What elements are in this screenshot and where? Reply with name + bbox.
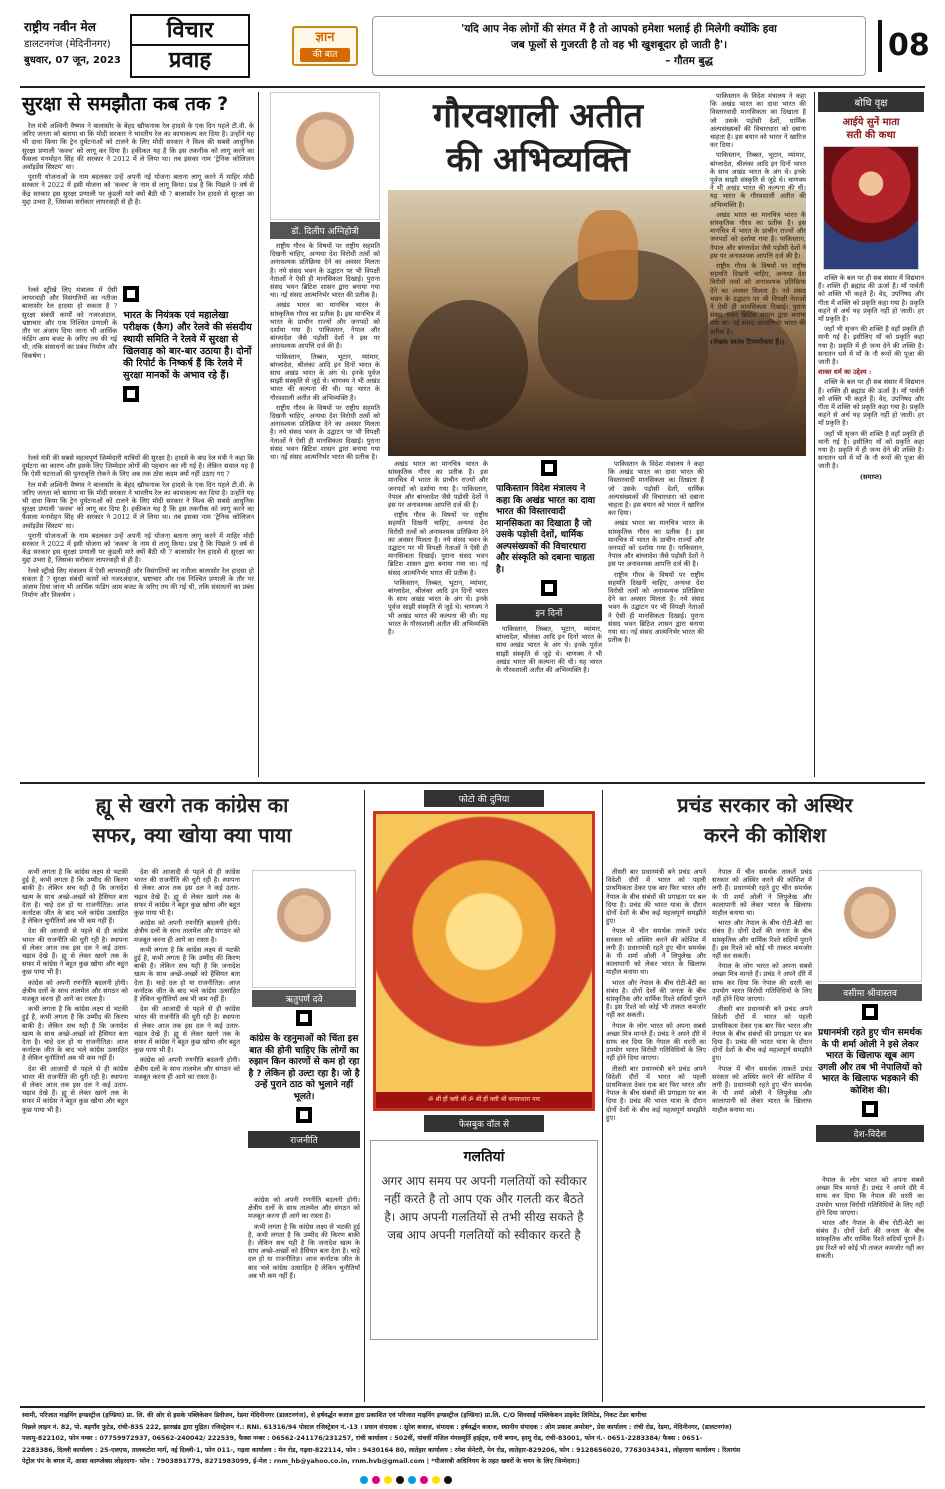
section-label-world: देश-विदेश	[816, 1125, 924, 1142]
masthead-rule	[20, 86, 925, 88]
article-glorious-headline-line2: की अभिव्यक्ति	[446, 140, 630, 180]
mistakes-text: अगर आप समय पर अपनी गलतियों को स्वीकार नहीं करते है तो आप एक और गलती कर बैठते है। आप अपनी गलतियों से तभी सीख सकते है जब आप अपनी गलतियों को स्वीकार करते है	[381, 1174, 587, 1242]
article-prachand	[606, 790, 924, 850]
column-rule	[602, 790, 603, 1402]
section-label-in-dino: इन दिनों	[496, 604, 602, 621]
article-congress-para: कभी लगता है कि कांग्रेस लक्ष्य से भटकी हुई है, कभी लगता है कि उम्मीद की किरण बाकी है। लेकिन सच यही है कि जनादेश खत्म के साथ अच्छे-अच्छों को हैसियत बता देता है। चाहे दल हो या राजनीतिज्ञ। आज कर्नाटक जीत के बाद भले कांग्रेस उत्साहित है लेकिन चुनौतियाँ अब भी कम नहीं हैं।	[134, 945, 240, 1004]
quote-square-icon	[541, 580, 557, 596]
article-security-body-top	[22, 122, 254, 282]
article-congress-para: कभी लगता है कि कांग्रेस लक्ष्य से भटकी हुई है, कभी लगता है कि उम्मीद की किरण बाकी है। लेकिन सच यही है कि जनादेश खत्म के साथ अच्छे-अच्छों को हैसियत बता देता है। चाहे दल हो या राजनीतिज्ञ। आज कर्नाटक जीत के बाद भले कांग्रेस उत्साहित है लेकिन चुनौतियाँ अब भी कम नहीं हैं।	[22, 868, 128, 926]
article-prachand-pullquote-text: प्रधानमंत्री रहते हुए चीन समर्थक के पी शर्मा ओली ने इसे लेकर भारत के खिलाफ खूब आग उगली और तब भी नेपालियों को भारत के खिलाफ भड़काने की कोशिश की।	[818, 1028, 922, 1096]
article-security-para: पुरानी योजनाओं के नाम बदलकर उन्हें अपनी नई योजना बताना लागू करने में माहिर मोदी सरकार ने 2022 में इसी योजना को 'कवच' के नाम से लागू किया। प्रश्न है कि पिछले 9 वर्ष से केंद्र सरकार इस सुरक्षा प्रणाली पर कुंडली मारे क्यों बैठी थी ? बालासोर रेल हादसे से सुरक्षा का मुद्दा उभरा है, जिसका सरोकार लापरवाही से ही है।	[22, 531, 254, 565]
photo-world-box	[370, 790, 598, 1402]
photo-world-label: फोटो की दुनिया	[424, 790, 544, 807]
article-security-body-left	[22, 286, 117, 448]
article-prachand-para: भारत और नेपाल के बीच रोटी-बेटी का संबंध है। दोनों देशों की जनता के बीच सांस्कृतिक और धार्मिक रिश्ते सदियों पुराने हैं। इस रिश्ते को कोई भी ताकत कमजोर नहीं कर सकती।	[712, 919, 812, 961]
article-glorious-para: अखंड भारत का मानचित्र भारत के सांस्कृतिक गौरव का प्रतीक है। इस मानचित्र में भारत के प्राचीन राज्यों और जनपदों को दर्शाया गया है। पाकिस्तान, नेपाल और बांग्लादेश जैसे पड़ोसी देशों ने इस पर अनावश्यक आपत्ति दर्ज की है।	[608, 519, 704, 569]
article-security-para: पुरानी योजनाओं के नाम बदलकर उन्हें अपनी नई योजना बताना लागू करने में माहिर मोदी सरकार ने 2022 में इसी योजना को 'कवच' के नाम से लागू किया। प्रश्न है कि पिछले 9 वर्ष से केंद्र सरकार इस सुरक्षा प्रणाली पर कुंडली मारे क्यों बैठी थी ? बालासोर रेल हादसे से सुरक्षा का मुद्दा उभरा है, जिसका सरोकार लापरवाही से ही है।	[22, 173, 254, 206]
article-congress-col2	[134, 868, 240, 1398]
article-glorious-para: पाकिस्तान, तिब्बत, भूटान, म्यांमार, बांग्लादेश, श्रीलंका आदि इन दिनों भारत के साथ अखंड भारत के अंग थे। इनके पूर्वज साझी संस्कृति से जुड़े थे। चाणक्य ने भी अखंड भारत की कल्पना की थी। यह भारत के गौरवशाली अतीत की अभिव्यक्ति है।	[270, 352, 380, 402]
article-security-headline: सुरक्षा से समझौता कब तक ?	[22, 93, 229, 115]
article-prachand-col2	[712, 868, 812, 1398]
article-congress-para: देश की आजादी से पहले से ही कांग्रेस भारत की राजनीति की धुरी रही है। स्थापना से लेकर आज तक इस दल ने कई उतार-चढ़ाव देखे हैं। ह्यू से लेकर खरगे तक के सफर में कांग्रेस ने बहुत कुछ खोया और बहुत कुछ पाया भी है।	[134, 1005, 240, 1055]
section-title-line1: विचार	[132, 16, 248, 46]
reg-dot	[432, 1476, 440, 1484]
city: डालटनगंज (मेदिनीनगर)	[24, 39, 111, 50]
article-glorious-para: पाकिस्तान, तिब्बत, भूटान, म्यांमार, बांग्लादेश, श्रीलंका आदि इन दिनों भारत के साथ अखंड भारत के अंग थे। इनके पूर्वज साझी संस्कृति से जुड़े थे। चाणक्य ने भी अखंड भारत की कल्पना की थी। यह भारत के गौरवशाली अतीत की अभिव्यक्ति है।	[496, 625, 602, 675]
article-congress-pullquote	[248, 1010, 360, 1148]
sidebar-label: बोधि वृक्ष	[818, 92, 924, 112]
sidebar-para: जहाँ भी सृजन की शक्ति है वहाँ प्रकृति ही मानी गई है। इसीलिए माँ को प्रकृति कहा गया है। प्रकृति में ही जन्म देने की शक्ति है। सनातन धर्म में माँ के नौ रूपों की पूजा की जाती है।	[818, 325, 924, 367]
reg-dot	[372, 1476, 380, 1484]
author-photo-dilip	[270, 92, 380, 220]
article-security-para: रेल मंत्री अश्विनी वैष्णव ने बालासोर के बेहद खौफनाक रेल हादसे के एक दिन पहले टी.वी. के जरिए जनता को बताया था कि मोदी सरकार ने भारतीय रेल का कायाकल्प कर दिया है। उन्होंने यह भी दावा किया कि ट्रेन दुर्घटनाओं को टालने के लिए मोदी सरकार ने विश्व की सबसे आधुनिक सुरक्षा प्रणाली 'कवच' को लागू कर दिया है। हकीकत यह है कि इस तकनीक को लागू करने का फैसला मनमोहन सिंह की सरकार ने 2012 में ले लिया था। तब इसका नाम 'ट्रेनिक कोलिजन अवॉइडेंस सिस्टम' था।	[22, 480, 254, 530]
gyan-logo	[292, 26, 358, 66]
article-glorious-col1	[270, 242, 380, 777]
article-congress-para: कभी लगता है कि कांग्रेस लक्ष्य से भटकी हुई है, कभी लगता है कि उम्मीद की किरण बाकी है। लेकिन सच यही है कि जनादेश खत्म के साथ अच्छे-अच्छों को हैसियत बता देता है। चाहे दल हो या राजनीतिज्ञ। आज कर्नाटक जीत के बाद भले कांग्रेस उत्साहित है लेकिन चुनौतियाँ अब भी कम नहीं हैं।	[248, 1222, 360, 1280]
date: बुधवार, 07 जून, 2023	[24, 55, 121, 66]
article-security-para: रेलवे स्ट्रीखे लिए मंत्रालय में ऐसी लापरवाही और विसंगतियों का नतीजा बालासोर रेल हादसा हो सकता है ? सुरक्षा संबंधी कार्यों को नजरअंदाज, भ्रष्टाचार और एक निश्चित प्रणाली के तौर पर अंजाम दिया जाना भी आर्थिक फंडिंग आम बजट के जरिए तय की गई थी, तकि संसाधनों का प्रबंध निर्माण और विकर्षण ।	[22, 566, 254, 600]
article-prachand-headline-line2: करने की कोशिश	[703, 823, 827, 847]
page-number-text: 08	[888, 28, 930, 63]
article-security-pullquote	[123, 286, 254, 448]
article-congress-para: कांग्रेस को अपनी रणनीति बदलनी होगी। क्षेत्रीय दलों के साथ तालमेल और संगठन को मजबूत करना ही आगे का रास्ता है।	[248, 1196, 360, 1221]
painting-rider-shape	[578, 210, 638, 300]
article-prachand-para: भारत और नेपाल के बीच रोटी-बेटी का संबंध है। दोनों देशों की जनता के बीच सांस्कृतिक और धार्मिक रिश्ते सदियों पुराने हैं। इस रिश्ते को कोई भी ताकत कमजोर नहीं कर सकती।	[816, 1219, 924, 1260]
article-glorious-para: अखंड भारत का मानचित्र भारत के सांस्कृतिक गौरव का प्रतीक है। इस मानचित्र में भारत के प्राचीन राज्यों और जनपदों को दर्शाया गया है। पाकिस्तान, नेपाल और बांग्लादेश जैसे पड़ोसी देशों ने इस पर अनावश्यक आपत्ति दर्ज की है।	[270, 301, 380, 351]
quote-square-icon	[296, 1010, 312, 1026]
article-glorious-headline	[390, 94, 686, 182]
masthead	[0, 0, 945, 88]
gyan-logo-line1: ज्ञान	[315, 30, 335, 45]
article-security-para: रेलवे मंत्री की सबसे महत्वपूर्ण जिम्मेदारी यात्रियों की सुरक्षा है। हादसे के बाद रेल मंत्री ने कहा कि दुर्घटना का कारण और इसके लिए जिम्मेदार लोगों की पहचान कर ली गई है। लेकिन सवाल यह है कि ऐसी घटनाओं की पुनरावृत्ति रोकने के लिए अब तक ठोस कदम क्यों नहीं उठाए गए ?	[22, 454, 254, 479]
kanakdhara-strip-text: ॐ श्रीं हीं क्लीं श्रीं ॐ श्रीं हीं क्लीं श्रीं कनकधारा नमः	[427, 1096, 541, 1103]
quote-square-icon	[123, 286, 139, 302]
article-glorious-col4	[608, 460, 704, 777]
quote-square-icon	[541, 460, 557, 476]
mistakes-title: गलतियां	[463, 1149, 505, 1165]
article-congress-para: कांग्रेस को अपनी रणनीति बदलनी होगी। क्षेत्रीय दलों के साथ तालमेल और संगठन को मजबूत करना ही आगे का रास्ता है।	[134, 919, 240, 944]
column-rule	[258, 92, 259, 777]
column-rule	[814, 92, 815, 777]
article-glorious-col2	[388, 460, 488, 777]
article-prachand-col1	[606, 868, 706, 1398]
kanakdhara-image	[373, 811, 595, 1111]
article-glorious-para: राष्ट्रीय गौरव के विषयों पर राष्ट्रीय सहमति दिखनी चाहिए, अन्यथा देश विरोधी तत्वों को अनावश्यक प्रतिक्रिया देने का अवसर मिलता है। नये संसद भवन के उद्घाटन पर भी विपक्षी नेताओं ने ऐसी ही मानसिकता दिखाई। पुराना संसद भवन ब्रिटिश शासन द्वारा बनाया गया था। नई संसद आत्मनिर्भर भारत की प्रतीक है।	[710, 262, 806, 336]
article-security-body-bottom	[22, 454, 254, 784]
footer-imprint	[22, 1410, 924, 1472]
article-glorious-para: राष्ट्रीय गौरव के विषयों पर राष्ट्रीय सहमति दिखनी चाहिए, अन्यथा देश विरोधी तत्वों को अनावश्यक प्रतिक्रिया देने का अवसर मिलता है। नये संसद भवन के उद्घाटन पर भी विपक्षी नेताओं ने ऐसी ही मानसिकता दिखाई। पुराना संसद भवन ब्रिटिश शासन द्वारा बनाया गया था। नई संसद आत्मनिर्भर भारत की प्रतीक है।	[270, 403, 380, 462]
article-glorious-para: पाकिस्तान के विदेश मंत्रालय ने कहा कि अखंड भारत का दावा भारत की विस्तारवादी मानसिकता का दिखाता है जो उसके पड़ोसी देशों, धार्मिक अल्पसंख्यकों की विचारधारा को दबाना चाहता है। इस बयान को भारत ने खारिज कर दिया।	[608, 460, 704, 518]
sidebar-para: जहाँ भी सृजन की शक्ति है वहाँ प्रकृति ही मानी गई है। इसीलिए माँ को प्रकृति कहा गया है। प्रकृति में ही जन्म देने की शक्ति है। सनातन धर्म में माँ के नौ रूपों की पूजा की जाती है।	[818, 429, 924, 471]
footer-line: पलामू-822102, फोन नम्बर : 07759972937, 06562-240042/ 222539, फैक्स नम्बर : 06562-241176/231257, रांची कार्यालय : 502वीं, पांचवीं मंजिल मंगलमूर्ति हाईट्स, रानी बगान, हरमू रोड, रांची-83001, फोन नं.- 0651-2283384/ फैक्स : 0651-	[22, 1435, 703, 1442]
article-glorious-para: राष्ट्रीय गौरव के विषयों पर राष्ट्रीय सहमति दिखनी चाहिए, अन्यथा देश विरोधी तत्वों को अनावश्यक प्रतिक्रिया देने का अवसर मिलता है। नये संसद भवन के उद्घाटन पर भी विपक्षी नेताओं ने ऐसी ही मानसिकता दिखाई। पुराना संसद भवन ब्रिटिश शासन द्वारा बनाया गया था। नई संसद आत्मनिर्भर भारत की प्रतीक है।	[608, 570, 704, 645]
article-glorious-past	[262, 92, 810, 777]
article-congress-col1	[22, 868, 128, 1398]
author-name-dilip: डॉ. दिलीप अग्निहोत्री	[270, 222, 380, 239]
sidebar-headline-line1: आईये सुनें माता	[842, 117, 900, 128]
quote-square-icon	[123, 386, 139, 402]
reg-dot	[360, 1476, 368, 1484]
article-security-para: रेलवे स्ट्रीखे लिए मंत्रालय में ऐसी लापरवाही और विसंगतियों का नतीजा बालासोर रेल हादसा हो सकता है ? सुरक्षा संबंधी कार्यों को नजरअंदाज, भ्रष्टाचार और एक निश्चित प्रणाली के तौर पर अंजाम दिया जाना भी आर्थिक फंडिंग आम बजट के जरिए तय की गई थी, तकि संसाधनों का प्रबंध निर्माण और विकर्षण ।	[22, 286, 118, 360]
quote-line1: 'यदि आप नेक लोगों की संगत में है तो आपको हमेशा भलाई ही मिलेगी क्योंकि हवा	[461, 23, 777, 35]
gyan-logo-line2: की बात	[300, 48, 350, 62]
article-prachand-para: तीसरी बार प्रधानमंत्री बने प्रचंड अपने विदेशी दौरों में भारत को पहली प्राथमिकता देकर एक बार फिर भारत और नेपाल के बीच संबंधों की प्रगाढ़ता पर बल दिया है। प्रचंड की भारत यात्रा के दौरान दोनों देशों के बीच कई महत्वपूर्ण समझौते हुए।	[606, 868, 706, 926]
article-glorious-pullquote-text: पाकिस्तान विदेश मंत्रालय ने कहा कि अखंड भारत का दावा भारत की विस्तारवादी मानसिकता का दिखाता है जो उसके पड़ोसी देशों, धार्मिक अल्पसंख्यकों की विचारधारा और संस्कृति को दबाना चाहता है।	[496, 484, 596, 575]
quote-box	[372, 16, 866, 76]
sidebar-subheadline: शाक्त धर्म का उद्देश्य :	[818, 368, 872, 377]
article-glorious-para: पाकिस्तान के विदेश मंत्रालय ने कहा कि अखंड भारत का दावा भारत की विस्तारवादी मानसिकता का दिखाता है जो उसके पड़ोसी देशों, धार्मिक अल्पसंख्यकों की विचारधारा को दबाना चाहता है। इस बयान को भारत ने खारिज कर दिया।	[710, 92, 806, 150]
paper-name: राष्ट्रीय नवीन मेल	[24, 20, 96, 34]
section-title-line2: प्रवाह	[168, 48, 212, 73]
sidebar-endnote: (समाप्त)	[859, 472, 883, 481]
article-congress-pullquote-text: कांग्रेस के रहनुमाओं को चिंता इस बात की होनी चाहिए कि लोगों का रुझान किन कारणों से कम हो रहा है ? लेकिन हो उल्टा रहा है। जो है उन्हें पुराने ठाठ को भुलाने नहीं भूलते।	[248, 1034, 360, 1102]
author-name-vasima: वसीमा श्रीवास्तव	[818, 984, 922, 1001]
footer-line: पेट्रोल पंप के बगल में, आशा काम्प्लेक्स लोहरदगा- फोन : 7903891779, 8271983099, ई-मेल : rnm_hb@yahoo.co.in, rnm.hvb@gmail.com | *पीआरबी अधिनियम के तहत खबरों के चयन के लिए जिम्मेदार।)	[22, 1458, 580, 1465]
page-number	[878, 20, 930, 72]
article-glorious-col5	[710, 92, 806, 777]
article-glorious-para: पाकिस्तान, तिब्बत, भूटान, म्यांमार, बांग्लादेश, श्रीलंका आदि इन दिनों भारत के साथ अखंड भारत के अंग थे। इनके पूर्वज साझी संस्कृति से जुड़े थे। चाणक्य ने भी अखंड भारत की कल्पना की थी। यह भारत के गौरवशाली अतीत की अभिव्यक्ति है।	[710, 151, 806, 209]
article-security-pullquote-text: भारत के नियंत्रक एवं महालेखा परीक्षक (कैग) और रेलवे की संसदीय स्थायी समिति ने रेलवे में सुरक्षा से खिलवाड़ को बार-बार उठाया है। दोनों की रिपोर्ट के निष्कर्ष हैं कि रेलवे में सुरक्षा मानकों के अभाव रहे हैं।	[123, 310, 252, 381]
reg-dot	[384, 1476, 392, 1484]
quote-line2: जब फूलों से गुजरती है तो वह भी खुशबूदार हो जाती है'।	[510, 39, 728, 51]
footer-line: 2283386, दिल्ली कार्यालय : 25-एलएफ, तालकटोरा मार्ग, नई दिल्ली-1, फोन 011-, गढ़वा कार्यालय : मेन रोड, गढ़वा-822114, फोन : 9430164 80, लातेहार कार्यालय : रमेश सेनेटरी, मेन रोड, लातेहार-829206, फोन : 9128656020, 7763034341, लोहरदगा कार्यालय : रिलायंस	[22, 1446, 741, 1454]
reg-dot	[408, 1476, 416, 1484]
footer-line: पिछ्ले लाइन नं. 82, पो. बड़गाँव फुटेड, रांची-835 222, झारखंड द्वारा मुद्रित। रजिस्ट्रेशन नं.: RNI. 61316/94 पोस्टल रजिस्ट्रेशन नं.-13 । प्रधान संपादक : सुरेश बजाज, संपादक : हर्षवर्द्धन बजाज, स्थानीय संपादक : ओम प्रकाश अमरेश*, प्रेस कार्यालय : रांची रोड, रेडमा, मेदिनीनगर, (डालटनगंज)	[22, 1423, 732, 1431]
article-prachand-headline	[606, 790, 924, 850]
reg-dot	[420, 1476, 428, 1484]
article-glorious-para: राष्ट्रीय गौरव के विषयों पर राष्ट्रीय सहमति दिखनी चाहिए, अन्यथा देश विरोधी तत्वों को अनावश्यक प्रतिक्रिया देने का अवसर मिलता है। नये संसद भवन के उद्घाटन पर भी विपक्षी नेताओं ने ऐसी ही मानसिकता दिखाई। पुराना संसद भवन ब्रिटिश शासन द्वारा बनाया गया था। नई संसद आत्मनिर्भर भारत की प्रतीक है।	[270, 242, 380, 300]
author-photo-rituparn	[252, 870, 356, 988]
sidebar-para: शक्ति के बल पर ही सब संसार में विद्यमान हैं। शक्ति ही ब्रह्मांड की ऊर्जा है। माँ पार्वती को शक्ति भी कहते हैं। वेद, उपनिषद और गीता में शक्ति को प्रकृति कहा गया है। प्रकृति कहने से अर्थ यह प्रकृति नहीं हो जाती। हर माँ प्रकृति है।	[818, 378, 924, 428]
reg-dot	[444, 1476, 452, 1484]
article-prachand-para: नेपाल में चीन समर्थक ताकतें प्रचंड सरकार को अस्थिर करने की कोशिश में लगी हैं। प्रधानमंत्री रहते हुए चीन समर्थक के पी शर्मा ओली ने लिपुलेख और कालापानी को लेकर भारत के खिलाफ माहौल बनाया था।	[712, 1064, 812, 1114]
painting-horse-shape	[408, 300, 528, 430]
article-congress-para: कांग्रेस को अपनी रणनीति बदलनी होगी। क्षेत्रीय दलों के साथ तालमेल और संगठन को मजबूत करना ही आगे का रास्ता है।	[22, 978, 128, 1004]
article-security-para: रेल मंत्री अश्विनी वैष्णव ने बालासोर के बेहद खौफनाक रेल हादसे के एक दिन पहले टी.वी. के जरिए जनता को बताया था कि मोदी सरकार ने भारतीय रेल का कायाकल्प कर दिया है। उन्होंने यह भी दावा किया कि ट्रेन दुर्घटनाओं को टालने के लिए मोदी सरकार ने विश्व की सबसे आधुनिक सुरक्षा प्रणाली 'कवच' को लागू कर दिया है। हकीकत यह है कि इस तकनीक को लागू करने का फैसला मनमोहन सिंह की सरकार ने 2012 में ले लिया था। तब इसका नाम 'ट्रेनिक कोलिजन अवॉइडेंस सिस्टम' था।	[22, 122, 254, 172]
color-registration-bar	[360, 1476, 580, 1484]
sidebar-bodhi	[818, 92, 924, 777]
article-glorious-endnote: (लेखक स्वतंत्र टिप्पणीकार हैं।)	[710, 337, 785, 346]
footer-rule	[20, 1406, 925, 1408]
article-glorious-pullquote	[496, 460, 602, 775]
article-glorious-headline-line1: गौरवशाली अतीत	[433, 96, 643, 136]
article-glorious-col3b	[496, 625, 602, 775]
article-prachand-headline-line1: प्रचंड सरकार को अस्थिर	[677, 793, 853, 817]
article-congress-col3	[248, 1196, 360, 1398]
article-congress-headline-line1: ह्यू से खरगे तक कांग्रेस का	[95, 793, 289, 817]
article-congress-para: देश की आजादी से पहले से ही कांग्रेस भारत की राजनीति की धुरी रही है। स्थापना से लेकर आज तक इस दल ने कई उतार-चढ़ाव देखे हैं। ह्यू से लेकर खरगे तक के सफर में कांग्रेस ने बहुत कुछ खोया और बहुत कुछ पाया भी है।	[134, 868, 240, 918]
quote-square-icon	[862, 1101, 878, 1117]
sidebar-headline-line2: सती की कथा	[846, 130, 896, 141]
article-prachand-para: तीसरी बार प्रधानमंत्री बने प्रचंड अपने विदेशी दौरों में भारत को पहली प्राथमिकता देकर एक बार फिर भारत और नेपाल के बीच संबंधों की प्रगाढ़ता पर बल दिया है। प्रचंड की भारत यात्रा के दौरान दोनों देशों के बीच कई महत्वपूर्ण समझौते हुए।	[606, 1064, 706, 1122]
article-prachand-para: नेपाल के लोग भारत को अपना सबसे अच्छा मित्र मानते हैं। प्रचंड ने अपने दौरे में साफ कर दिया कि नेपाल की धरती का उपयोग भारत विरोधी गतिविधियों के लिए नहीं होने दिया जाएगा।	[816, 1176, 924, 1217]
article-glorious-para: अखंड भारत का मानचित्र भारत के सांस्कृतिक गौरव का प्रतीक है। इस मानचित्र में भारत के प्राचीन राज्यों और जनपदों को दर्शाया गया है। पाकिस्तान, नेपाल और बांग्लादेश जैसे पड़ोसी देशों ने इस पर अनावश्यक आपत्ति दर्ज की है।	[388, 460, 488, 510]
reg-dot	[396, 1476, 404, 1484]
article-security	[22, 92, 254, 777]
quote-square-icon	[296, 1107, 312, 1123]
goddess-image	[823, 146, 919, 270]
article-congress-para: देश की आजादी से पहले से ही कांग्रेस भारत की राजनीति की धुरी रही है। स्थापना से लेकर आज तक इस दल ने कई उतार-चढ़ाव देखे हैं। ह्यू से लेकर खरगे तक के सफर में कांग्रेस ने बहुत कुछ खोया और बहुत कुछ पाया भी है।	[22, 1064, 128, 1114]
article-prachand-para: नेपाल के लोग भारत को अपना सबसे अच्छा मित्र मानते हैं। प्रचंड ने अपने दौरे में साफ कर दिया कि नेपाल की धरती का उपयोग भारत विरोधी गतिविधियों के लिए नहीं होने दिया जाएगा।	[712, 962, 812, 1004]
article-glorious-para: पाकिस्तान, तिब्बत, भूटान, म्यांमार, बांग्लादेश, श्रीलंका आदि इन दिनों भारत के साथ अखंड भारत के अंग थे। इनके पूर्वज साझी संस्कृति से जुड़े थे। चाणक्य ने भी अखंड भारत की कल्पना की थी। यह भारत के गौरवशाली अतीत की अभिव्यक्ति है।	[388, 578, 488, 637]
article-glorious-para: राष्ट्रीय गौरव के विषयों पर राष्ट्रीय सहमति दिखनी चाहिए, अन्यथा देश विरोधी तत्वों को अनावश्यक प्रतिक्रिया देने का अवसर मिलता है। नये संसद भवन के उद्घाटन पर भी विपक्षी नेताओं ने ऐसी ही मानसिकता दिखाई। पुराना संसद भवन ब्रिटिश शासन द्वारा बनाया गया था। नई संसद आत्मनिर्भर भारत की प्रतीक है।	[388, 511, 488, 577]
article-prachand-para: नेपाल के लोग भारत को अपना सबसे अच्छा मित्र मानते हैं। प्रचंड ने अपने दौरे में साफ कर दिया कि नेपाल की धरती का उपयोग भारत विरोधी गतिविधियों के लिए नहीं होने दिया जाएगा।	[606, 1021, 706, 1063]
kanakdhara-strip	[376, 1092, 592, 1108]
article-prachand-pullquote	[816, 1004, 924, 1142]
article-glorious-para: अखंड भारत का मानचित्र भारत के सांस्कृतिक गौरव का प्रतीक है। इस मानचित्र में भारत के प्राचीन राज्यों और जनपदों को दर्शाया गया है। पाकिस्तान, नेपाल और बांग्लादेश जैसे पड़ोसी देशों ने इस पर अनावश्यक आपत्ति दर्ज की है।	[710, 210, 806, 260]
article-prachand-para: तीसरी बार प्रधानमंत्री बने प्रचंड अपने विदेशी दौरों में भारत को पहली प्राथमिकता देकर एक बार फिर भारत और नेपाल के बीच संबंधों की प्रगाढ़ता पर बल दिया है। प्रचंड की भारत यात्रा के दौरान दोनों देशों के बीच कई महत्वपूर्ण समझौते हुए।	[712, 1005, 812, 1063]
column-rule	[364, 790, 365, 1402]
author-photo-vasima	[818, 870, 922, 982]
footer-line: स्वामी, परिजात माइनिंग इण्डस्ट्रीज (इण्डिया) प्रा. लि. की ओर से इसके पब्लिकेशन डिवीजन, रेडमा मेदिनीनगर (डालटनगंज), से हर्षवर्द्धन बजाज द्वारा प्रकाशित एवं परिजात माइनिंग इण्डस्ट्रीज (इण्डिया) प्रा.लि. C/O शिवसाईं पब्लिकेशन प्राइवेट लिमिटेड, निकट टेंडर बागीचा	[22, 1412, 647, 1419]
article-congress-para: कभी लगता है कि कांग्रेस लक्ष्य से भटकी हुई है, कभी लगता है कि उम्मीद की किरण बाकी है। लेकिन सच यही है कि जनादेश खत्म के साथ अच्छे-अच्छों को हैसियत बता देता है। चाहे दल हो या राजनीतिज्ञ। आज कर्नाटक जीत के बाद भले कांग्रेस उत्साहित है लेकिन चुनौतियाँ अब भी कम नहीं हैं।	[22, 1005, 128, 1063]
quote-square-icon	[862, 1004, 878, 1020]
article-congress-headline-line2: सफर, क्या खोया क्या पाया	[92, 823, 292, 847]
sidebar-para: शक्ति के बल पर ही सब संसार में विद्यमान हैं। शक्ति ही ब्रह्मांड की ऊर्जा है। माँ पार्वती को शक्ति भी कहते हैं। वेद, उपनिषद और गीता में शक्ति को प्रकृति कहा गया है। प्रकृति कहने से अर्थ यह प्रकृति नहीं हो जाती। हर माँ प्रकृति है।	[818, 274, 924, 324]
section-rule	[20, 782, 925, 784]
article-prachand-para: नेपाल में चीन समर्थक ताकतें प्रचंड सरकार को अस्थिर करने की कोशिश में लगी हैं। प्रधानमंत्री रहते हुए चीन समर्थक के पी शर्मा ओली ने लिपुलेख और कालापानी को लेकर भारत के खिलाफ माहौल बनाया था।	[606, 927, 706, 977]
article-congress-headline	[22, 790, 362, 850]
sidebar-headline	[818, 116, 924, 142]
article-prachand-para: भारत और नेपाल के बीच रोटी-बेटी का संबंध है। दोनों देशों की जनता के बीच सांस्कृतिक और धार्मिक रिश्ते सदियों पुराने हैं। इस रिश्ते को कोई भी ताकत कमजोर नहीं कर सकती।	[606, 978, 706, 1020]
mistakes-quote-box	[370, 1140, 598, 1340]
article-prachand-col3	[816, 1176, 924, 1398]
article-congress-para: कांग्रेस को अपनी रणनीति बदलनी होगी। क्षेत्रीय दलों के साथ तालमेल और संगठन को मजबूत करना ही आगे का रास्ता है।	[134, 1056, 240, 1081]
photo-caption: फेसबुक वॉल से	[424, 1115, 544, 1132]
section-title	[130, 14, 250, 78]
author-name-rituparn: ऋतुपर्ण दवे	[252, 990, 356, 1007]
section-label-politics: राजनीति	[248, 1131, 360, 1148]
quote-author: – गौतम बुद्ध	[665, 55, 713, 67]
sidebar-body	[818, 274, 924, 789]
article-prachand-para: नेपाल में चीन समर्थक ताकतें प्रचंड सरकार को अस्थिर करने की कोशिश में लगी हैं। प्रधानमंत्री रहते हुए चीन समर्थक के पी शर्मा ओली ने लिपुलेख और कालापानी को लेकर भारत के खिलाफ माहौल बनाया था।	[712, 868, 812, 918]
article-congress-para: देश की आजादी से पहले से ही कांग्रेस भारत की राजनीति की धुरी रही है। स्थापना से लेकर आज तक इस दल ने कई उतार-चढ़ाव देखे हैं। ह्यू से लेकर खरगे तक के सफर में कांग्रेस ने बहुत कुछ खोया और बहुत कुछ पाया भी है।	[22, 927, 128, 977]
